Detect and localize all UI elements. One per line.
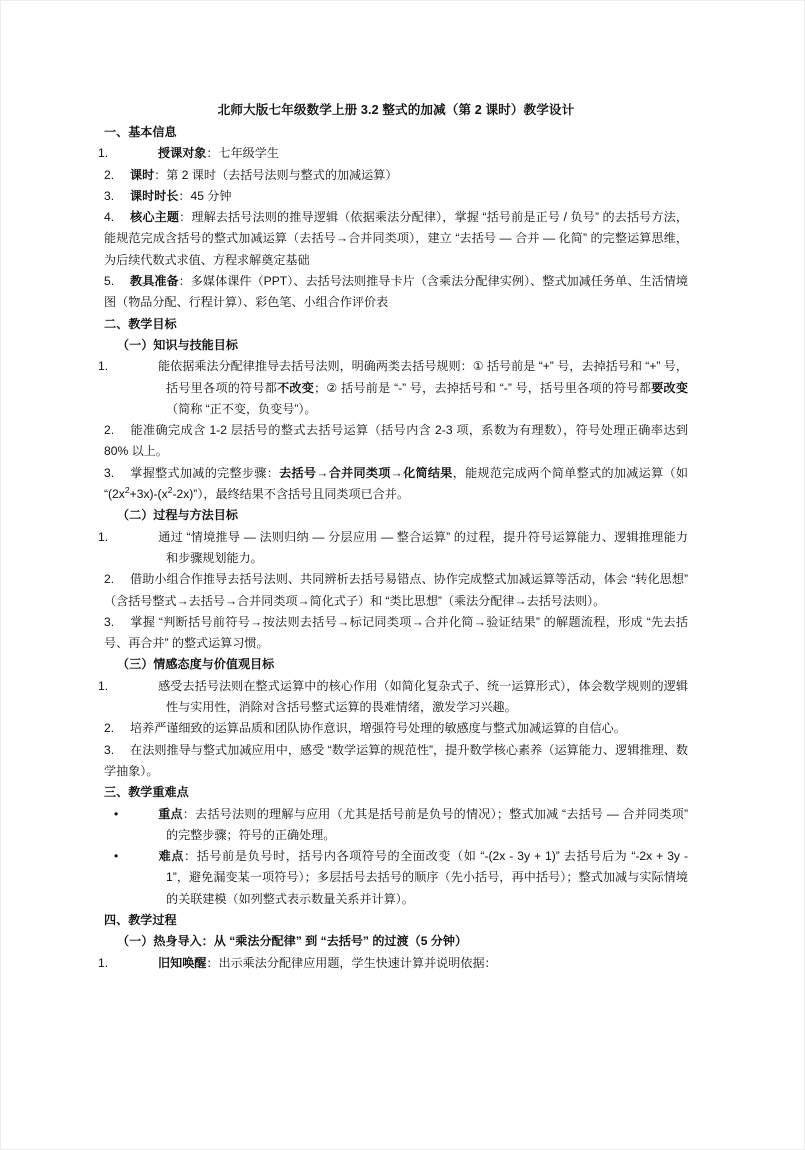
exponent-second: 2 bbox=[167, 485, 173, 496]
item-text: ：45 分钟 bbox=[178, 188, 232, 203]
item-text: ：去括号法则的理解与应用（尤其是括号前是负号的情况）；整式加减 “去括号 — 合并同类项” 的完整步骤；符号的正确处理。 bbox=[166, 806, 688, 842]
heading-basic-info: 一、基本信息 bbox=[104, 125, 177, 139]
heading-warmup-intro: （一）热身导入：从 “乘法分配律” 到 “去括号” 的过渡（5 分钟） bbox=[117, 934, 468, 949]
basic-info-item-4 bbox=[104, 207, 688, 271]
item-text-a: 掌握整式加减的完整步骤： bbox=[130, 465, 280, 480]
knowledge-item-3 bbox=[104, 463, 688, 506]
item-text: 培养严谨细致的运算品质和团队协作意识，增强符号处理的敏感度与整式加减运算的自信心。 bbox=[130, 721, 626, 736]
knowledge-item-2 bbox=[104, 420, 688, 463]
list-number: 4. bbox=[104, 210, 115, 225]
heading-process-objectives: （二）过程与方法目标 bbox=[117, 508, 238, 523]
item-text: 通过 “情境推导 — 法则归纳 — 分层应用 — 整合运算” 的过程，提升符号运算能力、逻辑推理能力和步骤规划能力。 bbox=[158, 529, 688, 565]
key-point-focus bbox=[104, 804, 688, 847]
emphasis-no-change: 不改变 bbox=[277, 380, 315, 395]
list-number: 3. bbox=[104, 188, 115, 203]
heading-attitude-objectives: （三）情感态度与价值观目标 bbox=[117, 657, 275, 672]
document-title: 北师大版七年级数学上册 3.2 整式的加减（第 2 课时）教学设计 bbox=[217, 103, 575, 117]
emphasis-must-change: 要改变 bbox=[651, 380, 688, 395]
knowledge-item-1 bbox=[98, 356, 688, 420]
item-label: 授课对象 bbox=[158, 146, 207, 161]
process-item-3 bbox=[104, 612, 688, 655]
item-text: 在法则推导与整式加减应用中，感受 “数学运算的规范性”，提升数学核心素养（运算能力、逻辑推理、数学抽象）。 bbox=[104, 742, 688, 778]
item-text: 借助小组合作推导去括号法则、共同辨析去括号易错点、协作完成整式加减运算等活动，体会 “转化思想”（含括号整式→去括号→合并同类项→简化式子）和 “类比思想”（乘法分配律→去括号法则）。 bbox=[104, 572, 688, 608]
bullet-icon: • bbox=[114, 806, 119, 821]
list-number: 3. bbox=[104, 742, 115, 757]
item-text: ：七年级学生 bbox=[206, 146, 279, 161]
bullet-icon: • bbox=[114, 849, 119, 864]
item-text: 掌握 “判断括号前符号→按法则去括号→标记同类项→合并化简→验证结果” 的解题流程，形成 “先去括号、再合并” 的整式运算习惯。 bbox=[104, 614, 688, 651]
list-number: 1. bbox=[98, 359, 109, 374]
item-text: ：理解去括号法则的推导逻辑（依据乘法分配律），掌握 “括号前是正号 / 负号” 的去括号方法，能规范完成含括号的整式加减运算（去括号→合并同类项），建立 “去括号 — 合并 — 化简” 的完整运算思维，为后续代数式求值、方程求解奠定基础 bbox=[104, 210, 688, 267]
list-number: 3. bbox=[104, 614, 115, 629]
item-label: 教具准备 bbox=[130, 274, 179, 289]
item-text: ：括号前是负号时，括号内各项符号的全面改变（如 “-(2x - 3y + 1)” 去括号后为 “-2x + 3y - 1”，避免漏变某一项符号）；多层括号去括号的顺序（先小括号，再中括号）；整式加减与实际情境的关联建模（如列整式表示数量关系并计算）。 bbox=[166, 849, 688, 906]
key-point-difficulty bbox=[104, 846, 688, 910]
item-label: 课时时长 bbox=[130, 188, 179, 203]
basic-info-item-1 bbox=[98, 143, 688, 164]
list-number: 3. bbox=[104, 465, 115, 480]
item-text: 感受去括号法则在整式运算中的核心作用（如简化复杂式子、统一运算形式），体会数学规则的逻辑性与实用性，消除对含括号整式运算的畏难情绪，激发学习兴趣。 bbox=[158, 678, 688, 715]
list-number: 1. bbox=[98, 955, 109, 970]
item-text: ：第 2 课时（去括号法则与整式的加减运算） bbox=[154, 167, 398, 182]
exponent-first: 2 bbox=[124, 485, 130, 496]
attitude-item-2 bbox=[104, 718, 688, 739]
item-text-a: 能依据乘法分配律推导去括号法则，明确两类去括号规则：① 括号前是 “+” 号，去掉括号和 “+” 号，括号里各项的符号都 bbox=[158, 359, 688, 395]
item-label: 重点 bbox=[158, 806, 183, 821]
item-label: 旧知唤醒 bbox=[158, 955, 207, 970]
list-number: 1. bbox=[98, 529, 109, 544]
process-item-2 bbox=[104, 569, 688, 612]
basic-info-item-2 bbox=[104, 165, 688, 186]
item-text-e: -2x)”），最终结果不含括号且同类项已合并。 bbox=[172, 487, 409, 502]
warmup-item-1 bbox=[98, 953, 688, 974]
document-body bbox=[98, 100, 688, 974]
heading-knowledge-objectives: （一）知识与技能目标 bbox=[117, 337, 238, 352]
list-number: 1. bbox=[98, 146, 109, 161]
heading-key-points: 三、教学重难点 bbox=[104, 785, 189, 800]
item-label: 课时 bbox=[130, 167, 155, 182]
item-label: 难点 bbox=[158, 849, 185, 864]
item-label: 核心主题 bbox=[130, 210, 180, 225]
item-text: ：出示乘法分配律应用题，学生快速计算并说明依据： bbox=[206, 955, 497, 970]
list-number: 2. bbox=[104, 167, 115, 182]
heading-objectives: 二、教学目标 bbox=[104, 316, 177, 331]
item-text: 能准确完成含 1-2 层括号的整式去括号运算（括号内含 2-3 项，系数为有理数），符号处理正确率达到 80% 以上。 bbox=[104, 423, 688, 459]
basic-info-item-5 bbox=[104, 271, 688, 314]
item-text-c: ，能规范完成两个简单整式的加减运算（如 “(2x bbox=[104, 465, 688, 502]
basic-info-item-3 bbox=[104, 186, 688, 207]
item-text: ：多媒体课件（PPT）、去括号法则推导卡片（含乘法分配律实例）、整式加减任务单、生活情境图（物品分配、行程计算）、彩色笔、小组合作评价表 bbox=[104, 274, 688, 310]
list-number: 2. bbox=[104, 423, 115, 438]
item-text-e: （简称 “正不变，负变号”）。 bbox=[166, 401, 317, 416]
list-number: 1. bbox=[98, 678, 109, 693]
list-number: 2. bbox=[104, 572, 115, 587]
item-text-c: ；② 括号前是 “-” 号，去掉括号和 “-” 号，括号里各项的符号都 bbox=[314, 380, 652, 395]
process-item-1 bbox=[98, 527, 688, 570]
list-number: 5. bbox=[104, 274, 115, 289]
emphasis-steps: 去括号→合并同类项→化简结果 bbox=[279, 465, 453, 480]
attitude-item-3 bbox=[104, 740, 688, 783]
item-text-d: +3x)-(x bbox=[129, 487, 168, 502]
list-number: 2. bbox=[104, 721, 115, 736]
heading-teaching-process: 四、教学过程 bbox=[104, 912, 177, 927]
attitude-item-1 bbox=[98, 676, 688, 719]
